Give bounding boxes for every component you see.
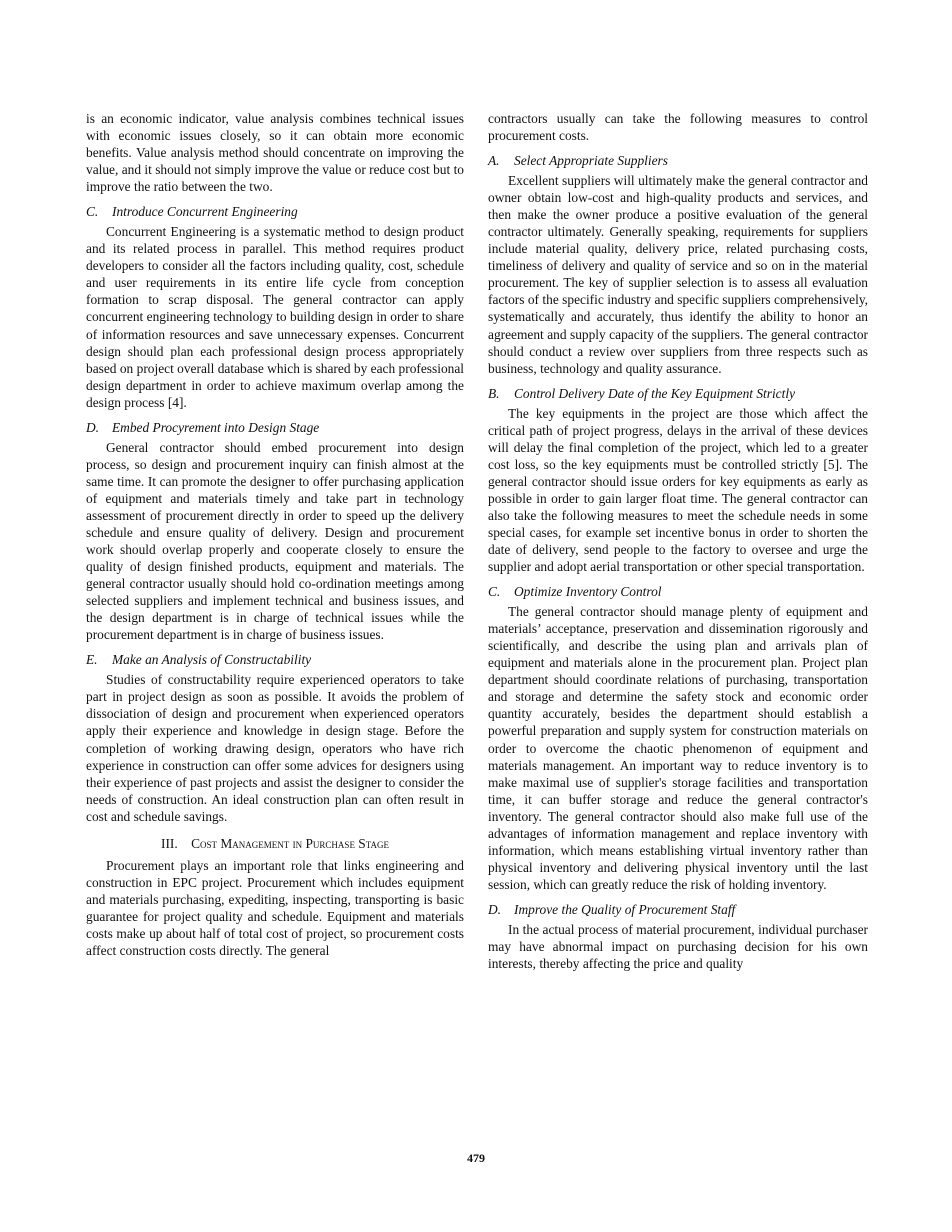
section-label: C.: [488, 584, 501, 600]
section-title: Control Delivery Date of the Key Equipment Strictly: [514, 385, 796, 401]
section-title: Improve the Quality of Procurement Staff: [514, 901, 736, 917]
paragraph: contractors usually can take the following measures to control procurement costs.: [488, 111, 868, 144]
section-label: D.: [488, 901, 502, 917]
section-label: D.: [86, 419, 100, 435]
section-title: Select Appropriate Suppliers: [514, 153, 668, 169]
section-label: E.: [86, 652, 98, 668]
right-column: [488, 110, 868, 972]
section-number: III.: [160, 835, 178, 851]
paragraph: In the actual process of material procurement, individual purchaser may have abnormal impact on purchasing decision for his own interests, thereby affecting the price and quality: [488, 921, 868, 972]
section-heading-e: [86, 651, 464, 668]
left-column: [86, 110, 464, 959]
paragraph: Procurement plays an important role that links engineering and construction in EPC project. Procurement which includes equipment and materials purchasing, expediting, inspecting, transporting is basic guarantee for project quality and schedule. Equipment and materials costs make up about half of total cost of project, so procurement costs affect construction costs directly. The general: [86, 857, 464, 958]
paragraph: Concurrent Engineering is a systematic method to design product and its related process in parallel. This method requires product developers to consider all the factors including quality, cost, schedule and user requirements in its entire life cycle from conception formation to scrap disposal. The general contractor can apply concurrent engineering technology to building design in order to share of information resources and save unnecessary expenses. Concurrent design should plan each professional design process appropriately based on project overall database which is shared by each professional design department in order to achieve maximum overlap among the design process [4].: [86, 224, 464, 410]
section-title: Cost Management in Purchase Stage: [191, 835, 390, 851]
paragraph: Excellent suppliers will ultimately make the general contractor and owner obtain low-cost and high-quality products and services, and then make the owner produce a positive evaluation of the general contractor ultimately. Generally speaking, requirements for suppliers include material quality, delivery price, related purchasing costs, timeliness of delivery and quality of service and so on in the material procurement. The key of supplier selection is to assess all evaluation factors of the specific industry and specific suppliers comprehensively, systematically and accurately, thus identify the ability to honor an agreement and supply capacity of the suppliers. The general contractor should conduct a review over suppliers from three respects such as business, technology and quality assurance.: [488, 173, 868, 376]
section-heading-b: [488, 385, 868, 402]
section-title: Introduce Concurrent Engineering: [112, 204, 298, 220]
section-title: Optimize Inventory Control: [514, 584, 662, 600]
paragraph: is an economic indicator, value analysis combines technical issues with economic issues closely, so it can obtain more economic benefits. Value analysis method should concentrate on improving the value, and it should not simply improve the value or reduce cost but to improve the ratio between the two.: [86, 111, 464, 195]
section-heading-c: [488, 583, 868, 600]
section-heading-iii: [86, 835, 464, 852]
page-number: 479: [467, 1151, 485, 1165]
paragraph: Studies of constructability require experienced operators to take part in project design as soon as possible. It avoids the problem of dissociation of design and procurement when experienced operators apply their experience and knowledge in design stage. Before the completion of working drawing design, operators who have rich experience in construction can offer some advices for designers using their experience of past projects and assist the designer to consider the needs of construction. An ideal construction plan can often result in cost and schedule savings.: [86, 672, 464, 824]
section-title: Make an Analysis of Constructability: [112, 652, 312, 668]
section-title: Embed Procyrement into Design Stage: [112, 419, 320, 435]
paragraph: General contractor should embed procurement into design process, so design and procurement inquiry can finish almost at the same time. It can promote the designer to offer purchasing application of equipment and materials timely and take part in technology assessment of procurement directly in order to speed up the delivery schedule and ensure quality of delivery. Design and procurement work should overlap properly and cooperate closely to ensure the quality of design finished products, equipment and materials. The general contractor usually should hold co-ordination meetings among selected suppliers and implement technical and business issues, and the design department is in charge of technical issues while the procurement department is in charge of business issues.: [86, 439, 464, 643]
section-heading-c: [86, 203, 464, 220]
section-label: C.: [86, 204, 99, 220]
section-label: A.: [488, 153, 500, 169]
section-heading-a: [488, 152, 868, 169]
paragraph: The general contractor should manage plenty of equipment and materials’ acceptance, preservation and dissemination rigorously and scientifically, and describe the using plan and arrivals plan of equipment and materials alone in the procurement plan. Project plan department should coordinate relations of purchasing, transportation and storage and determine the safety stock and economic order quantity accurately, besides the department should establish a powerful preparation and supply system for construction materials on order to overcome the chaotic phenomenon of equipment and materials management. An important way to reduce inventory is to make maximal use of supplier's storage facilities and transportation time, it can buffer storage and reduce the general contractor's inventory. The general contractor should also make full use of the advantages of information management and replace inventory with information, which means establishing virtual inventory rather than physical inventory and delivering physical inventory until the last session, which can greatly reduce the risk of holding inventory.: [488, 604, 868, 892]
paragraph: The key equipments in the project are those which affect the critical path of project progress, delays in the arrival of these devices will delay the final completion of the project, which led to a greater cost loss, so the key equipments must be controlled strictly [5]. The general contractor should issue orders for key equipments as early as possible in order to gain larger float time. The general contractor can also take the following measures to meet the schedule needs in some special cases, for example set incentive bonus in order to shorten the date of delivery, send people to the factory to oversee and urge the supplier and adopt aerial transportation or other special transportation.: [488, 405, 868, 575]
section-label: B.: [488, 385, 500, 401]
section-heading-d: [86, 419, 464, 436]
section-heading-d: [488, 901, 868, 918]
